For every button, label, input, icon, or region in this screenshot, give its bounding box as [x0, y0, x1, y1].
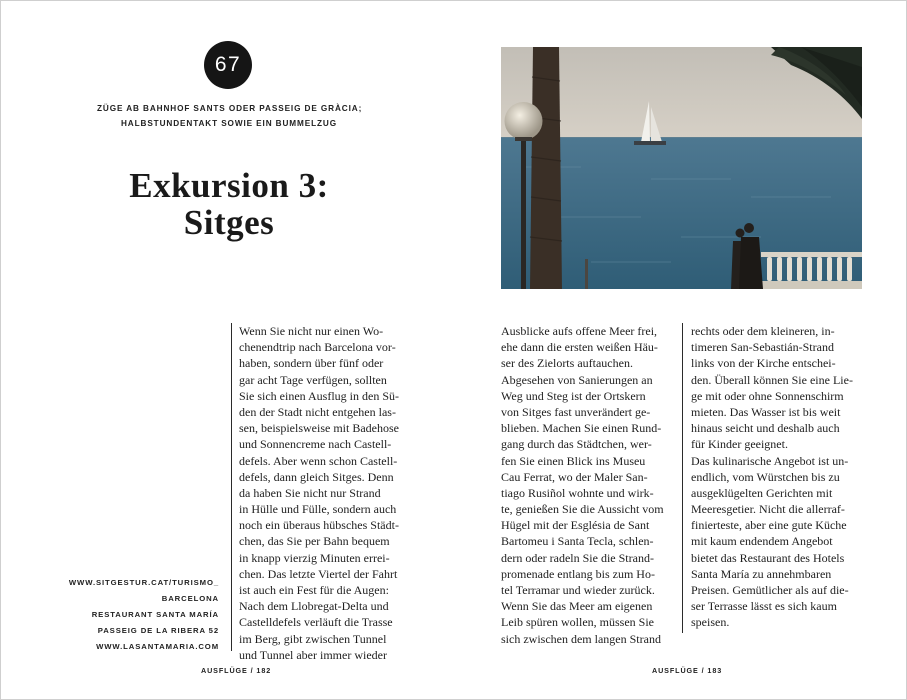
text-line: von Sitges fast unverändert ge- [501, 404, 651, 419]
text-line: speisen. [691, 615, 730, 630]
text-line: in Hülle und Fülle, sondern auch [239, 502, 397, 517]
text-line: finierteste, aber eine gute Küche [691, 518, 847, 533]
text-line: für Kinder geeignet. [691, 437, 788, 452]
text-line: Sie sich einen Ausflug in den Sü- [239, 388, 399, 403]
text-line: defels, dann gleich Sitges. Denn [239, 469, 394, 484]
body-text-left [239, 323, 411, 663]
info-line: RESTAURANT SANTA MARÍA [91, 610, 219, 619]
page-footer-left: AUSFLÜGE / 182 [201, 666, 272, 675]
title-line: Exkursion 3: [129, 166, 329, 205]
text-line: Preisen. Gemütlicher als auf die- [691, 583, 849, 597]
text-line: chen, das Sie per Bahn bequem [239, 534, 390, 549]
text-line: in knapp vierzig Minuten errei- [239, 550, 390, 565]
text-line: tiago Rusiñol wohnte und wirk- [501, 485, 654, 500]
text-line: im Berg, gibt zwischen Tunnel [239, 631, 387, 646]
text-line: Santa María zu annehmbaren [691, 566, 832, 581]
subtitle-line: ZÜGE AB BAHNHOF SANTS ODER PASSEIG DE GRÀCIA; [97, 104, 363, 113]
text-line: Wenn Sie nicht nur einen Wo- [239, 324, 384, 338]
page-footer-right: AUSFLÜGE / 183 [652, 666, 723, 675]
text-line: Nach dem Llobregat-Delta und [239, 599, 389, 614]
text-line: Bartomeu i Santa Tecla, schlen- [501, 534, 654, 549]
seaside-promenade-photo [501, 47, 862, 289]
text-line: defels. Aber wenn schon Castell- [239, 453, 398, 468]
text-line: links von der Kirche entschei- [691, 356, 836, 371]
text-line: mieten. Das Wasser ist bis weit [691, 404, 841, 419]
chapter-number-badge [204, 41, 252, 89]
text-line: den. Überall können Sie eine Lie- [691, 372, 853, 387]
text-line: bietet das Restaurant des Hotels [691, 550, 845, 565]
info-link-sitgestur[interactable]: WWW.SITGESTUR.CAT/TURISMO_ [68, 578, 219, 587]
text-line: Weg und Steg ist der Ortskern [501, 388, 646, 403]
text-line: noch ein überaus hübsches Städt- [239, 518, 399, 533]
text-line: ser des Zielorts auftauchen. [501, 356, 633, 371]
text-line: Cau Ferrat, wo der Maler San- [501, 469, 648, 484]
text-line: rechts oder dem kleineren, in- [691, 324, 835, 338]
info-box [41, 575, 219, 655]
text-line: blieben. Machen Sie einen Rund- [501, 421, 662, 436]
body-text-right-col1 [501, 323, 673, 647]
subtitle-line: HALBSTUNDENTAKT SOWIE EIN BUMMELZUG [120, 119, 337, 128]
text-line: ge mit oder ohne Sonnenschirm [691, 388, 844, 403]
text-line: promenade entlang bis zum Ho- [501, 566, 655, 581]
text-line: timeren San-Sebastián-Strand [691, 340, 834, 355]
text-line: ausgeklügelten Gerichten mit [691, 485, 833, 500]
text-line: Castelldefels verläuft die Trasse [239, 615, 393, 630]
text-line: den der Stadt nicht entgehen las- [239, 404, 396, 419]
text-line: ser Terrasse lässt es sich kaum [691, 599, 837, 614]
title-line: Sitges [183, 203, 275, 242]
text-line: sen, beispielsweise mit Badehose [239, 421, 399, 436]
text-line: sich zwischen dem langen Strand [501, 631, 661, 646]
text-line: und Tunnel aber immer wieder [239, 647, 387, 662]
chapter-number: 67 [214, 53, 242, 76]
text-line: ehe dann die ersten weißen Häu- [501, 340, 658, 355]
text-line: ist auch ein Fest für die Augen: [239, 583, 389, 597]
text-line: tel Terramar und wieder zurück. [501, 583, 655, 597]
column-divider [682, 323, 683, 633]
text-line: chenendtrip nach Barcelona vor- [239, 340, 396, 355]
text-line: und Sonnencreme nach Castell- [239, 437, 392, 452]
text-line: endlich, vom Würstchen bis zu [691, 469, 840, 484]
page-title [89, 167, 369, 241]
transport-subtitle [97, 101, 361, 131]
text-line: mit kaum endendem Angebot [691, 534, 833, 549]
text-line: dern oder radeln Sie die Strand- [501, 550, 654, 565]
info-link-santamaria[interactable]: WWW.LASANTAMARIA.COM [96, 642, 219, 651]
column-divider [231, 323, 232, 651]
text-line: Wenn Sie das Meer am eigenen [501, 599, 653, 614]
info-line: PASSEIG DE LA RIBERA 52 [97, 626, 219, 635]
info-line: BARCELONA [161, 594, 219, 603]
text-line: gar acht Tage verfügen, sollten [239, 372, 387, 387]
text-line: Leib spüren wollen, müssen Sie [501, 615, 654, 630]
body-text-right-col2 [691, 323, 863, 631]
text-line: hinaus seicht und deshalb auch [691, 421, 840, 436]
text-line: Ausblicke aufs offene Meer frei, [501, 324, 658, 338]
text-line: haben, sondern über fünf oder [239, 356, 384, 371]
text-line: Hügel mit der Església de Sant [501, 518, 650, 533]
text-line: da haben Sie nicht nur Strand [239, 485, 381, 500]
text-line: fen Sie einen Blick ins Museu [501, 453, 646, 468]
text-line: Meeresgetier. Nicht die allerraf- [691, 502, 845, 517]
text-line: chen. Das letzte Viertel der Fahrt [239, 566, 398, 581]
text-line: gang durch das Städtchen, wer- [501, 437, 652, 452]
text-line: Abgesehen von Sanierungen an [501, 372, 653, 387]
text-line: te, genießen Sie die Aussicht vom [501, 502, 664, 517]
text-line: Das kulinarische Angebot ist un- [691, 453, 849, 468]
